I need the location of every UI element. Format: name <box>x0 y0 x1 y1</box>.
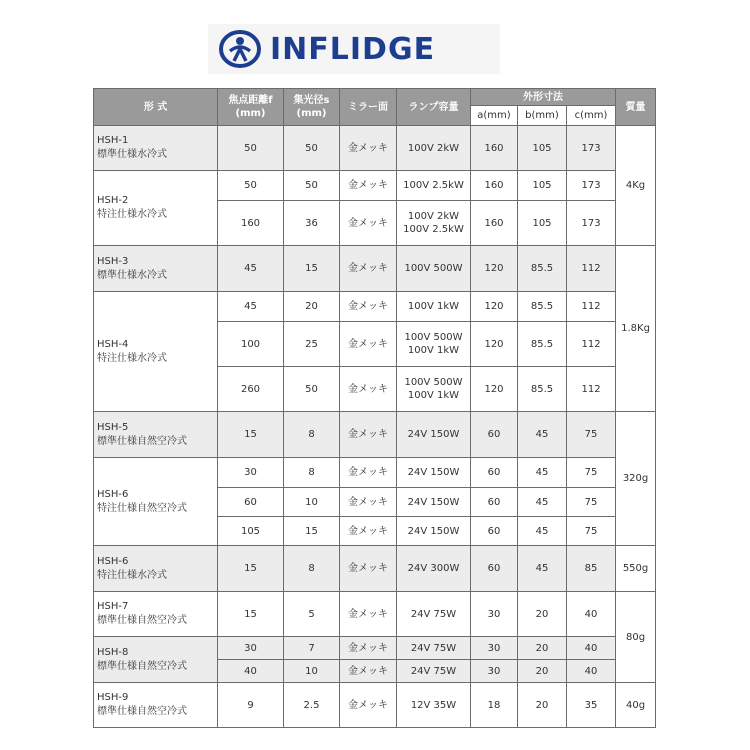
dim-c-cell: 112 <box>567 322 616 367</box>
mirror-cell: 金メッキ <box>340 546 397 592</box>
mirror-cell: 金メッキ <box>340 322 397 367</box>
dim-a-cell: 120 <box>471 292 518 322</box>
focal-cell: 15 <box>218 592 284 637</box>
lamp-cell: 24V 75W <box>397 660 471 683</box>
dim-c-cell: 35 <box>567 683 616 728</box>
dim-a-cell: 30 <box>471 637 518 660</box>
spot-cell: 15 <box>284 246 340 292</box>
dim-a-cell: 120 <box>471 246 518 292</box>
focal-cell: 9 <box>218 683 284 728</box>
lamp-cell: 100V 1kW <box>397 292 471 322</box>
dim-a-cell: 160 <box>471 201 518 246</box>
dim-a-cell: 60 <box>471 412 518 458</box>
header-dimensions: 外形寸法 <box>471 89 616 106</box>
table-row <box>94 412 656 458</box>
lamp-cell: 24V 300W <box>397 546 471 592</box>
focal-cell: 30 <box>218 637 284 660</box>
mirror-cell: 金メッキ <box>340 458 397 488</box>
focal-cell: 105 <box>218 517 284 546</box>
focal-cell: 15 <box>218 546 284 592</box>
dim-a-cell: 120 <box>471 322 518 367</box>
spot-cell: 15 <box>284 517 340 546</box>
table-row <box>94 683 656 728</box>
table-row <box>94 171 656 201</box>
dim-a-cell: 120 <box>471 367 518 412</box>
lamp-cell: 100V 500W 100V 1kW <box>397 322 471 367</box>
dim-b-cell: 20 <box>518 683 567 728</box>
dim-b-cell: 20 <box>518 660 567 683</box>
dim-c-cell: 75 <box>567 412 616 458</box>
header-mirror: ミラー面 <box>340 89 397 126</box>
model-cell: HSH-3 標準仕様水冷式 <box>94 246 218 292</box>
dim-c-cell: 40 <box>567 637 616 660</box>
mirror-cell: 金メッキ <box>340 171 397 201</box>
table-row <box>94 292 656 322</box>
dim-a-cell: 60 <box>471 517 518 546</box>
table-row <box>94 592 656 637</box>
focal-cell: 45 <box>218 246 284 292</box>
dim-c-cell: 112 <box>567 367 616 412</box>
model-cell: HSH-4 特注仕様水冷式 <box>94 292 218 412</box>
lamp-cell: 24V 75W <box>397 592 471 637</box>
model-cell: HSH-2 特注仕様水冷式 <box>94 171 218 246</box>
dim-c-cell: 40 <box>567 660 616 683</box>
mass-cell: 550g <box>616 546 656 592</box>
mirror-cell: 金メッキ <box>340 292 397 322</box>
model-cell: HSH-7 標準仕様自然空冷式 <box>94 592 218 637</box>
mass-cell: 320g <box>616 412 656 546</box>
dim-b-cell: 45 <box>518 517 567 546</box>
header-focal-length: 焦点距離f (mm) <box>218 89 284 126</box>
mirror-cell: 金メッキ <box>340 517 397 546</box>
spot-cell: 5 <box>284 592 340 637</box>
dim-b-cell: 85.5 <box>518 322 567 367</box>
dim-c-cell: 75 <box>567 488 616 517</box>
spot-cell: 50 <box>284 126 340 171</box>
brand-logo <box>208 24 500 74</box>
header-dim-c: c(mm) <box>567 106 616 126</box>
model-cell: HSH-5 標準仕様自然空冷式 <box>94 412 218 458</box>
dim-a-cell: 30 <box>471 660 518 683</box>
mirror-cell: 金メッキ <box>340 412 397 458</box>
model-cell: HSH-6 特注仕様自然空冷式 <box>94 458 218 546</box>
mirror-cell: 金メッキ <box>340 367 397 412</box>
focal-cell: 40 <box>218 660 284 683</box>
spot-cell: 20 <box>284 292 340 322</box>
focal-cell: 260 <box>218 367 284 412</box>
dim-b-cell: 20 <box>518 637 567 660</box>
model-cell: HSH-6 特注仕様水冷式 <box>94 546 218 592</box>
dim-b-cell: 105 <box>518 201 567 246</box>
mirror-cell: 金メッキ <box>340 683 397 728</box>
dim-b-cell: 105 <box>518 171 567 201</box>
header-model: 形 式 <box>94 89 218 126</box>
dim-b-cell: 45 <box>518 488 567 517</box>
dim-b-cell: 105 <box>518 126 567 171</box>
focal-cell: 50 <box>218 171 284 201</box>
dim-c-cell: 112 <box>567 246 616 292</box>
dim-b-cell: 45 <box>518 412 567 458</box>
dim-a-cell: 18 <box>471 683 518 728</box>
brand-name: INFLIDGE <box>270 31 436 67</box>
dim-b-cell: 45 <box>518 546 567 592</box>
focal-cell: 30 <box>218 458 284 488</box>
mirror-cell: 金メッキ <box>340 592 397 637</box>
spot-cell: 2.5 <box>284 683 340 728</box>
spot-cell: 50 <box>284 171 340 201</box>
mirror-cell: 金メッキ <box>340 126 397 171</box>
table-row <box>94 126 656 171</box>
focal-cell: 45 <box>218 292 284 322</box>
model-cell: HSH-9 標準仕様自然空冷式 <box>94 683 218 728</box>
table-row <box>94 637 656 660</box>
lamp-cell: 100V 500W 100V 1kW <box>397 367 471 412</box>
header-spot-diameter: 集光径s (mm) <box>284 89 340 126</box>
mass-cell: 1.8Kg <box>616 246 656 412</box>
mass-cell: 40g <box>616 683 656 728</box>
spot-cell: 7 <box>284 637 340 660</box>
lamp-cell: 24V 150W <box>397 517 471 546</box>
dim-a-cell: 30 <box>471 592 518 637</box>
dim-a-cell: 60 <box>471 546 518 592</box>
dim-a-cell: 60 <box>471 488 518 517</box>
focal-cell: 50 <box>218 126 284 171</box>
spec-table <box>93 88 656 728</box>
lamp-cell: 100V 2.5kW <box>397 171 471 201</box>
spot-cell: 8 <box>284 412 340 458</box>
dim-b-cell: 85.5 <box>518 292 567 322</box>
table-row <box>94 246 656 292</box>
focal-cell: 60 <box>218 488 284 517</box>
dim-c-cell: 112 <box>567 292 616 322</box>
mirror-cell: 金メッキ <box>340 637 397 660</box>
dim-c-cell: 173 <box>567 201 616 246</box>
header-mass: 質量 <box>616 89 656 126</box>
spot-cell: 8 <box>284 458 340 488</box>
spot-cell: 10 <box>284 488 340 517</box>
dim-b-cell: 85.5 <box>518 367 567 412</box>
mass-cell: 80g <box>616 592 656 683</box>
model-cell: HSH-8 標準仕様自然空冷式 <box>94 637 218 683</box>
focal-cell: 15 <box>218 412 284 458</box>
dim-a-cell: 60 <box>471 458 518 488</box>
dim-c-cell: 85 <box>567 546 616 592</box>
dim-c-cell: 75 <box>567 458 616 488</box>
dim-a-cell: 160 <box>471 171 518 201</box>
lamp-cell: 100V 2kW 100V 2.5kW <box>397 201 471 246</box>
spot-cell: 10 <box>284 660 340 683</box>
header-dim-a: a(mm) <box>471 106 518 126</box>
mass-cell: 4Kg <box>616 126 656 246</box>
mirror-cell: 金メッキ <box>340 660 397 683</box>
header-dim-b: b(mm) <box>518 106 567 126</box>
dim-b-cell: 45 <box>518 458 567 488</box>
lamp-cell: 24V 150W <box>397 412 471 458</box>
table-row <box>94 546 656 592</box>
spot-cell: 25 <box>284 322 340 367</box>
dim-b-cell: 20 <box>518 592 567 637</box>
mirror-cell: 金メッキ <box>340 488 397 517</box>
spot-cell: 36 <box>284 201 340 246</box>
focal-cell: 160 <box>218 201 284 246</box>
inflidge-logo-mark-icon <box>218 27 262 71</box>
dim-a-cell: 160 <box>471 126 518 171</box>
model-cell: HSH-1 標準仕様水冷式 <box>94 126 218 171</box>
header-lamp: ランプ容量 <box>397 89 471 126</box>
lamp-cell: 100V 2kW <box>397 126 471 171</box>
dim-c-cell: 173 <box>567 171 616 201</box>
focal-cell: 100 <box>218 322 284 367</box>
dim-c-cell: 173 <box>567 126 616 171</box>
dim-b-cell: 85.5 <box>518 246 567 292</box>
dim-c-cell: 40 <box>567 592 616 637</box>
lamp-cell: 12V 35W <box>397 683 471 728</box>
mirror-cell: 金メッキ <box>340 246 397 292</box>
lamp-cell: 24V 150W <box>397 458 471 488</box>
spot-cell: 50 <box>284 367 340 412</box>
lamp-cell: 100V 500W <box>397 246 471 292</box>
dim-c-cell: 75 <box>567 517 616 546</box>
table-row <box>94 458 656 488</box>
lamp-cell: 24V 75W <box>397 637 471 660</box>
lamp-cell: 24V 150W <box>397 488 471 517</box>
mirror-cell: 金メッキ <box>340 201 397 246</box>
spot-cell: 8 <box>284 546 340 592</box>
